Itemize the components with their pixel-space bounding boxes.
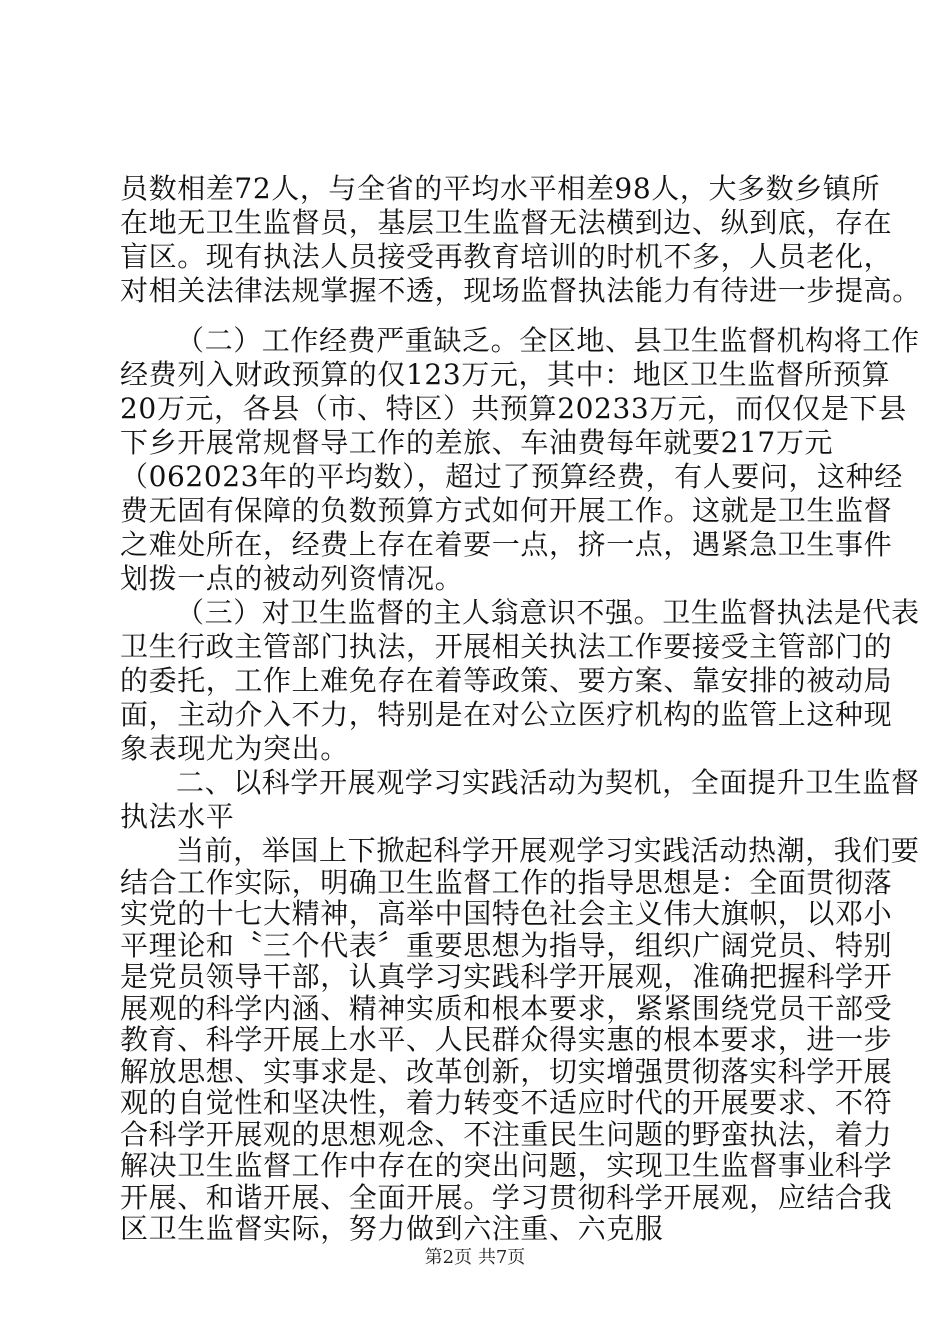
text-line: 实党的十七大精神，高举中国特色社会主义伟大旗帜，以邓小 — [120, 897, 893, 930]
text-line: 展观的科学内涵、精神实质和根本要求，紧紧围绕党员干部受 — [120, 992, 893, 1025]
text-line: 结合工作实际，明确卫生监督工作的指导思想是：全面贯彻落 — [120, 866, 893, 899]
text-line: 观的自觉性和坚决性，着力转变不适应时代的开展要求、不符 — [120, 1086, 893, 1119]
paragraph-start-line: （三）对卫生监督的主人翁意识不强。卫生监督执法是代表 — [176, 596, 920, 629]
paragraph-start-line: （二）工作经费严重缺乏。全区地、县卫生监督机构将工作 — [176, 324, 920, 357]
text-line: 经费列入财政预算的仅123万元，其中：地区卫生监督所预算 — [120, 358, 891, 391]
text-line: 解放思想、实事求是、改革创新，切实增强贯彻落实科学开展 — [120, 1055, 893, 1088]
text-line: 卫生行政主管部门执法，开展相关执法工作要接受主管部门的 — [120, 630, 893, 663]
text-line: 20万元，各县（市、特区）共预算20233万元，而仅仅是下县 — [120, 392, 907, 425]
page-footer: 第2页 共7页 — [424, 1247, 526, 1268]
text-line: 区卫生监督实际，努力做到六注重、六克服 — [120, 1212, 664, 1245]
text-line: 对相关法律法规掌握不透，现场监督执法能力有待进一步提高。 — [120, 274, 921, 307]
text-line: 是党员领导干部，认真学习实践科学开展观，准确把握科学开 — [120, 960, 893, 993]
text-line: 盲区。现有执法人员接受再教育培训的时机不多，人员老化， — [120, 240, 893, 273]
text-line: 教育、科学开展上水平、人民群众得实惠的根本要求，进一步 — [120, 1023, 893, 1056]
text-line: 面，主动介入不力，特别是在对公立医疗机构的监管上这种现 — [120, 698, 893, 731]
text-line: 开展、和谐开展、全面开展。学习贯彻科学开展观，应结合我 — [120, 1181, 893, 1214]
text-line: 员数相差72人，与全省的平均水平相差98人，大多数乡镇所 — [120, 172, 881, 205]
text-line: 的委托，工作上难免存在着等政策、要方案、靠安排的被动局 — [120, 664, 893, 697]
text-line: 下乡开展常规督导工作的差旅、车油费每年就要217万元 — [120, 426, 834, 459]
text-line: 之难处所在，经费上存在着要一点，挤一点，遇紧急卫生事件 — [120, 528, 893, 561]
section-heading-line: 二、以科学开展观学习实践活动为契机，全面提升卫生监督 — [176, 766, 920, 799]
text-line: 象表现尤为突出。 — [120, 732, 349, 765]
section-heading-line: 执法水平 — [120, 800, 235, 833]
text-line: 在地无卫生监督员，基层卫生监督无法横到边、纵到底，存在 — [120, 206, 893, 239]
text-line: 平理论和〝三个代表〞重要思想为指导，组织广阔党员、特别 — [120, 929, 893, 962]
text-line: 划拨一点的被动列资情况。 — [120, 562, 464, 595]
text-line: 费无固有保障的负数预算方式如何开展工作。这就是卫生监督 — [120, 494, 893, 527]
text-line: 合科学开展观的思想观念、不注重民生问题的野蛮执法，着力 — [120, 1118, 893, 1151]
text-line: 解决卫生监督工作中存在的突出问题，实现卫生监督事业科学 — [120, 1149, 893, 1182]
text-line: （062023年的平均数），超过了预算经费，有人要问，这种经 — [120, 460, 903, 493]
paragraph-start-line: 当前，举国上下掀起科学开展观学习实践活动热潮，我们要 — [176, 834, 920, 867]
